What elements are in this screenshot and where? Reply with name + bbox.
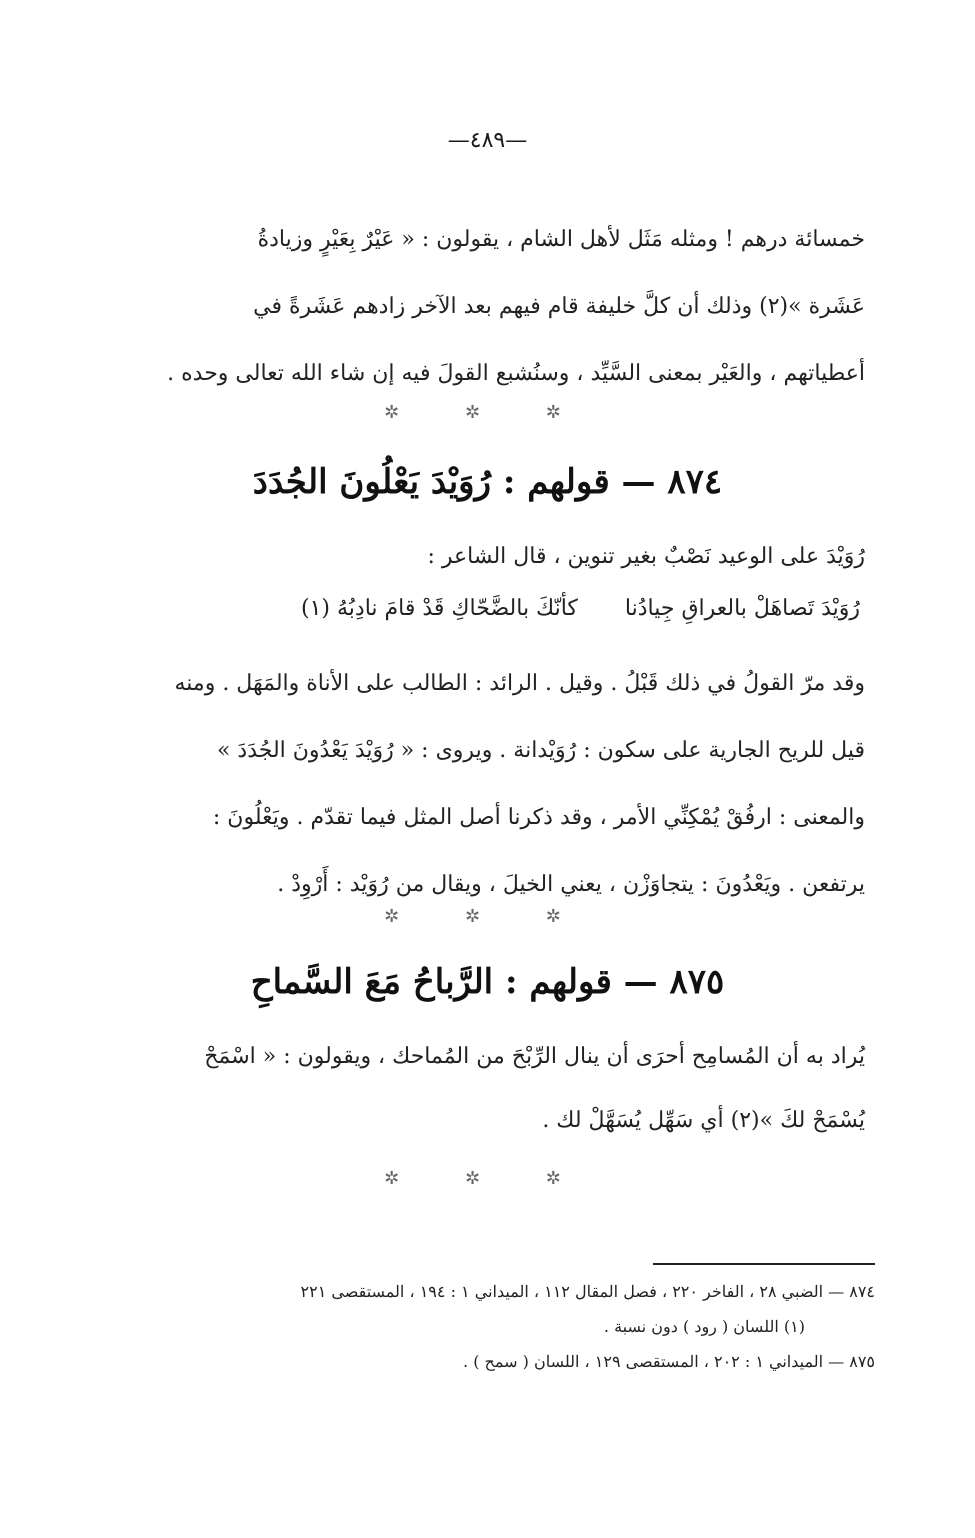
intro-paragraph: [105, 206, 865, 407]
section-heading-874: ٨٧٤ — قولهم : رُوَيْدَ يَعْلُونَ الجُدَدَ: [252, 462, 723, 502]
verse-second-hemistich: كأنّكَ بالضَّحّاكِ قَدْ قامَ نادِبُهُ (١): [301, 596, 578, 621]
section-heading-875: ٨٧٥ — قولهم : الرَّباحُ مَعَ السَّماحِ: [250, 962, 725, 1002]
poetry-verse: [110, 596, 860, 621]
section-separator: ✲ ✲ ✲: [384, 906, 591, 927]
footnote-875: ٨٧٥ — الميداني ١ : ٢٠٢ ، المستقصى ١٢٩ ، اللسان ( سمح ) .: [463, 1352, 875, 1371]
text-line: يُسْمَحْ لكَ »(٢) أي سَهِّل يُسَهَّلْ لك .: [542, 1108, 865, 1133]
footnote-874-note-1: (١) اللسان ( رود ) دون نسبة .: [603, 1317, 805, 1336]
text-line: وقد مرّ القولُ في ذلك قَبْلُ . وقيل . الرائد : الطالب على الأناة والمَهَل . ومنه: [174, 671, 865, 696]
text-line: خمسائة درهم ! ومثله مَثَل لأهل الشام ، يقولون : « عَيْرٌ بِعَيْرٍ وزيادةُ: [257, 227, 865, 252]
section-separator: ✲ ✲ ✲: [384, 402, 591, 423]
text-line: يرتفعن . ويَعْدُونَ : يتجاوَزْن ، يعني الخيلَ ، ويقال من رُوَيْد : أَرْوِدْ .: [277, 872, 865, 897]
text-line: أعطياتهم ، والعَيْر بمعنى السَّيِّد ، وسنُشبع القولَ فيه إن شاء الله تعالى وحده .: [167, 361, 865, 386]
section-875-body: [105, 1025, 865, 1153]
text-line: يُراد به أن المُسامِح أحرَى أن ينال الرِّبْحَ من المُماحك ، ويقولون : « اسْمَحْ: [204, 1044, 865, 1069]
section-separator: ✲ ✲ ✲: [384, 1168, 591, 1189]
section-874-body: [105, 650, 865, 918]
footnote-divider: [653, 1263, 875, 1265]
page-number: —٤٨٩—: [447, 128, 528, 153]
text-line: قيل للريح الجارية على سكون : رُوَيْدانة . ويروى : « رُوَيْدَ يَعْدُونَ الجُدَدَ »: [216, 738, 865, 763]
text-line: عَشَرة »(٢) وذلك أن كلَّ خليفة قام فيهم بعد الآخر زادهم عَشَرةً في: [253, 294, 865, 319]
text-line: والمعنى : ارفُقْ يُمْكِنِّي الأمر ، وقد ذكرنا أصل المثل فيما تقدّم . ويَعْلُونَ :: [212, 805, 865, 830]
footnote-874: ٨٧٤ — الضبي ٢٨ ، الفاخر ٢٢٠ ، فصل المقال ١١٢ ، الميداني ١ : ١٩٤ ، المستقصى ٢٢١: [300, 1282, 875, 1301]
section-874-intro: رُوَيْدَ على الوعيد نَصْبٌ بغير تنوين ، قال الشاعر :: [427, 544, 865, 569]
verse-first-hemistich: رُوَيْدَ تَصاهَلْ بالعراقِ جِيادُنا: [624, 596, 860, 621]
